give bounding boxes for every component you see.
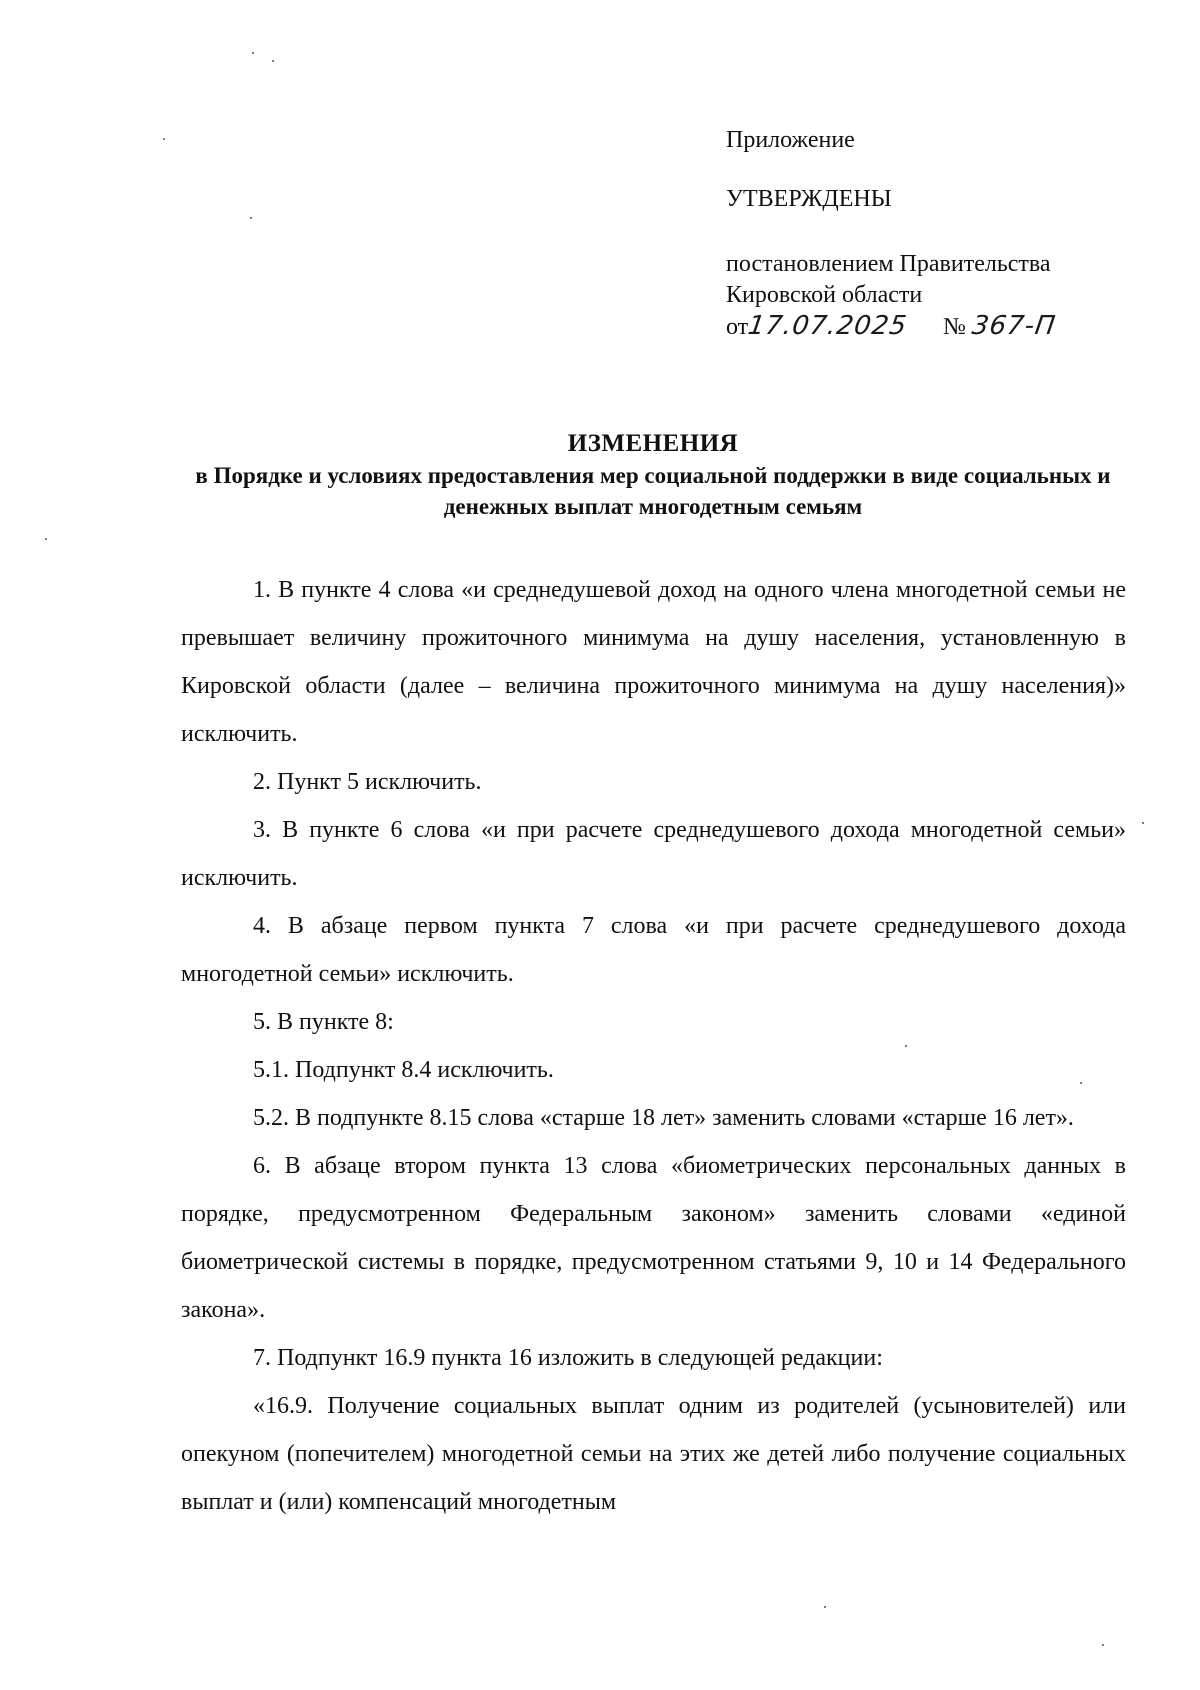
handwritten-date: 17.07.2025 (746, 311, 910, 341)
paragraph-5: 5. В пункте 8: (253, 1009, 394, 1035)
paragraph-5-1: 5.1. Подпункт 8.4 исключить. (253, 1057, 554, 1083)
decree-line-2: Кировской области (726, 282, 923, 308)
document-heading (180, 428, 1126, 522)
document-body (181, 566, 1126, 1526)
number-prefix: № (943, 314, 966, 340)
date-prefix: от (726, 314, 749, 340)
paragraph-2: 2. Пункт 5 исключить. (253, 769, 482, 795)
handwritten-number: 367-П (969, 311, 1058, 341)
scan-speck (252, 52, 254, 54)
appendix-label: Приложение (726, 127, 855, 153)
paragraph-3: 3. В пункте 6 слова «и при расчете среднедушевого дохода многодетной семьи» исключить. (181, 817, 1126, 891)
document-title: ИЗМЕНЕНИЯ (567, 430, 739, 457)
scan-speck (824, 1606, 826, 1608)
paragraph-1: 1. В пункте 4 слова «и среднедушевой доход на одного члена многодетной семьи не превышает величину прожиточного минимума на душу населения, установленную в Кировской области (далее – величина прожиточного минимума на душу населения)» исключить. (181, 577, 1126, 747)
scan-speck (45, 538, 47, 540)
scan-speck (905, 1045, 907, 1047)
scan-speck (1102, 1644, 1104, 1646)
scan-speck (1080, 1082, 1082, 1084)
paragraph-6: 6. В абзаце втором пункта 13 слова «биометрических персональных данных в порядке, предусмотренном Федеральным законом» заменить словами «единой биометрической системы в порядке, предусмотренном статьями 9, 10 и 14 Федерального закона». (181, 1153, 1126, 1323)
decree-line-1: постановлением Правительства (726, 251, 1051, 277)
scan-speck (163, 138, 165, 140)
approval-stamp-block (726, 125, 1146, 343)
scan-speck (1142, 822, 1144, 824)
approved-label: УТВЕРЖДЕНЫ (726, 186, 892, 212)
paragraph-16-9: «16.9. Получение социальных выплат одним из родителей (усыновителей) или опекуном (попечителем) многодетной семьи на этих же детей либо получение социальных выплат и (или) компенсаций многодетным (181, 1393, 1126, 1515)
paragraph-5-2: 5.2. В подпункте 8.15 слова «старше 18 лет» заменить словами «старше 16 лет». (253, 1105, 1074, 1131)
document-subtitle: в Порядке и условиях предоставления мер социальной поддержки в виде социальных и денежных выплат многодетным семьям (195, 463, 1111, 519)
paragraph-7: 7. Подпункт 16.9 пункта 16 изложить в следующей редакции: (253, 1345, 883, 1371)
scan-speck (250, 217, 252, 219)
decree-date-number-line (726, 311, 1146, 343)
scan-speck (272, 60, 274, 62)
paragraph-4: 4. В абзаце первом пункта 7 слова «и при расчете среднедушевого дохода многодетной семьи» исключить. (181, 913, 1126, 987)
